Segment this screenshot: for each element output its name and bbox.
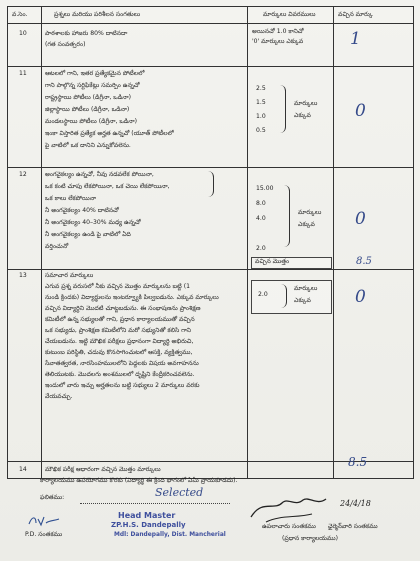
row-11-line: మండలస్థాయి పోటీలు (డిగ్రీనా, ఒడినా) bbox=[45, 118, 138, 125]
row-11-line: రాష్ట్రస్థాయి పోటీలు (డిగ్రీనా, ఒడినా) bbox=[45, 94, 131, 101]
row-14-number: 14 bbox=[19, 466, 27, 473]
committee-signature-label: ఉపలాచారు సంతకము bbox=[262, 523, 316, 530]
pd-signature-label: P.D. సంతకము bbox=[25, 531, 63, 538]
office-use-note: కార్యాలయము ఉపయోగము కొరకు (విద్యార్థి ఈ క్రింది భాగంలో ఏమీ వ్రాయకూడదు). bbox=[40, 477, 238, 484]
row-11-line: జిల్లాస్థాయి పోటీలు (డిగ్రీనా, ఒడినా) bbox=[45, 106, 130, 113]
header-sno: వ.సెం. bbox=[12, 11, 28, 18]
row-12-line: నీ అంగవైకల్యం 40–30% మధ్య ఉన్నచో bbox=[45, 219, 141, 226]
stamp-line: Mdl: Dandepally, Dist. Mancherial bbox=[114, 532, 226, 538]
row-13-title: సమాచార మార్కులు bbox=[45, 272, 94, 279]
signature-date: 24/4/18 bbox=[340, 499, 371, 508]
pd-signature bbox=[28, 514, 62, 528]
header-item: ప్రశ్నలు మరియు పరిశీలన సంగతులు bbox=[54, 11, 141, 18]
result-value: Selected bbox=[155, 486, 204, 499]
row-11-mark: 0.5 bbox=[256, 127, 266, 134]
row-13-line: ఒక సభ్యుడు, ప్రాంశిక్షణ కమిటీలోని మరో సభ్యునితో కలిసి గాని bbox=[45, 327, 191, 334]
row-13-line: చేయబడును. ఇట్టి మౌఖిక పరీక్షలు ప్రధానంగా విద్యార్థి అభిరుచి, bbox=[45, 338, 194, 345]
row-11-line: పై వాటిలో ఒక దానిని ఎన్నుకోవలెను. bbox=[45, 142, 131, 149]
row-12-line: అంగవైకల్యం ఉన్నచో, నీవు నడవలేక పోయినా, bbox=[45, 171, 154, 178]
row-12-mark: 8.0 bbox=[256, 200, 266, 207]
row-12-line: వర్తించునో bbox=[45, 243, 69, 250]
row-12-line: ఒక కాలు లేకపోయినా bbox=[45, 195, 97, 202]
row-13-line: ఇందులో వారు ఇచ్చు అర్హతలను బట్టి సభ్యులు 2 మార్కులు వరకు bbox=[45, 382, 200, 389]
row-11-line: ఆటలలో గాని, ఇతర ప్రత్యేకమైన పోటీలలో bbox=[45, 70, 145, 77]
committee-signature bbox=[248, 487, 354, 525]
row-13-subtotal-label: వచ్చిన మొత్తం bbox=[255, 258, 290, 265]
row-13-number: 13 bbox=[19, 272, 27, 279]
row-12-mark: 15.00 bbox=[256, 185, 274, 192]
row-10-line: పాఠశాలకు హాజరు 80% దాటినదా bbox=[45, 30, 128, 37]
row-13-line: తెలియుటకు. మొదలగు అంశములలో దృష్టిని కేంద్రీకరించవలెను. bbox=[45, 371, 195, 378]
stamp-line: ZP.H.S. Dandepally bbox=[111, 521, 186, 529]
marks-table bbox=[7, 6, 414, 479]
row-13-line: ఎగువ ప్రశ్న వరుసలో నీకు వచ్చిన మొత్తం మార్కులను బట్టి (1 bbox=[45, 283, 190, 290]
row-12-line: నీ అంగవైకల్యం 40% దాటినచో bbox=[45, 207, 119, 214]
row-12-number: 12 bbox=[19, 171, 27, 178]
stamp-line: Head Master bbox=[118, 511, 176, 520]
row-10-marks-line: అయినచో 1.0 కానిచో bbox=[252, 28, 304, 35]
header-marks-awarded: వచ్చిన మార్కు bbox=[338, 11, 373, 18]
row-11-line: గాని పాల్గొన్న సర్టిఫికేట్లు సమర్పిం ఉన్నచో bbox=[45, 82, 140, 89]
row-12-line: నీ అంగవైకల్యం ఉండి పై వాటిలో ఏది bbox=[45, 231, 131, 238]
row-11-number: 11 bbox=[19, 70, 27, 77]
row-14-line: మౌఖిక పరీక్ష ఆధారంగా వచ్చిన మొత్తం మార్కులు bbox=[45, 466, 161, 473]
row-10-number: 10 bbox=[19, 30, 27, 37]
row-10-line: (గత సంవత్సరం) bbox=[45, 41, 86, 48]
row-12-mark: 4.0 bbox=[256, 215, 266, 222]
row-11-awarded: 0 bbox=[355, 101, 366, 121]
result-line bbox=[80, 503, 230, 504]
row-12-marks-label: మార్కులు bbox=[298, 209, 322, 216]
row-11-mark: 1.5 bbox=[256, 99, 266, 106]
row-13-brace bbox=[281, 284, 287, 308]
header-marks-detail: మార్కులు వివరములు bbox=[263, 11, 316, 18]
row-13-line: వేయవచ్చు. bbox=[45, 393, 73, 400]
row-12-marks-label: ఎక్కువ bbox=[298, 221, 315, 228]
row-12-brace bbox=[208, 171, 214, 197]
row-11-brace bbox=[280, 85, 286, 133]
row-11-marks-label: మార్కులు bbox=[294, 100, 318, 107]
result-label: ఫలితము: bbox=[40, 494, 65, 501]
row-14-awarded: 8.5 bbox=[348, 455, 368, 469]
row-12-marks-brace bbox=[284, 185, 290, 247]
row-11-mark: 1.0 bbox=[256, 113, 266, 120]
row-13-mark: 2.0 bbox=[258, 291, 268, 298]
row-10-awarded: 1 bbox=[350, 29, 361, 49]
row-13-marks-label: ఎక్కువ bbox=[294, 297, 311, 304]
row-12-mark: 2.0 bbox=[256, 245, 266, 252]
row-12-awarded: 0 bbox=[355, 209, 366, 229]
office-label: (ప్రధాన కార్యాలయము) bbox=[282, 535, 338, 542]
row-13-line: కమిటీలో ఉన్న సభ్యులతో గాని, ప్రధాన కార్యాలయముతో వచ్చిన bbox=[45, 316, 195, 323]
row-10-marks-line: '0' మార్కులు ఎక్కువ bbox=[252, 38, 304, 45]
row-13-subtotal: 8.5 bbox=[356, 256, 372, 267]
row-13-awarded: 0 bbox=[355, 287, 366, 307]
row-11-marks-label: ఎక్కువ bbox=[294, 112, 311, 119]
row-13-line: వచ్చిన విద్యార్థిని మొదటి చూట్టబడును. ఈ సంభాషణను ప్రాంశిక్షణ bbox=[45, 305, 201, 312]
chairman-signature-label: ఛైర్మెన్‌వారి సంతకము bbox=[328, 523, 378, 530]
row-13-line: కుటుంబ పరిస్థితి, చదువు కొనసాగించుటలో ఆసక్తి, వ్యక్తిత్వము, bbox=[45, 349, 193, 356]
row-11-line: ఇంకా విస్తారిత ప్రత్యేక అర్హత ఉన్నచో (యూత్ పోటీలలో bbox=[45, 130, 174, 137]
row-13-marks-label: మార్కులు bbox=[294, 285, 318, 292]
row-13-line: నుండి క్రిందకు) విద్యార్థులను ఇంటర్వ్యూకి పిల్వబడును. ఎక్కువ మార్కులు bbox=[45, 294, 219, 301]
row-12-line: ఒక కంటి చూపు లేకపోయినా, ఒక చెయి లేకపోయినా, bbox=[45, 183, 170, 190]
row-11-mark: 2.5 bbox=[256, 85, 266, 92]
row-13-line: సేవాతత్వరత, నారసింహములలోని పెద్దలకు విషయ అవగాహనను bbox=[45, 360, 199, 367]
